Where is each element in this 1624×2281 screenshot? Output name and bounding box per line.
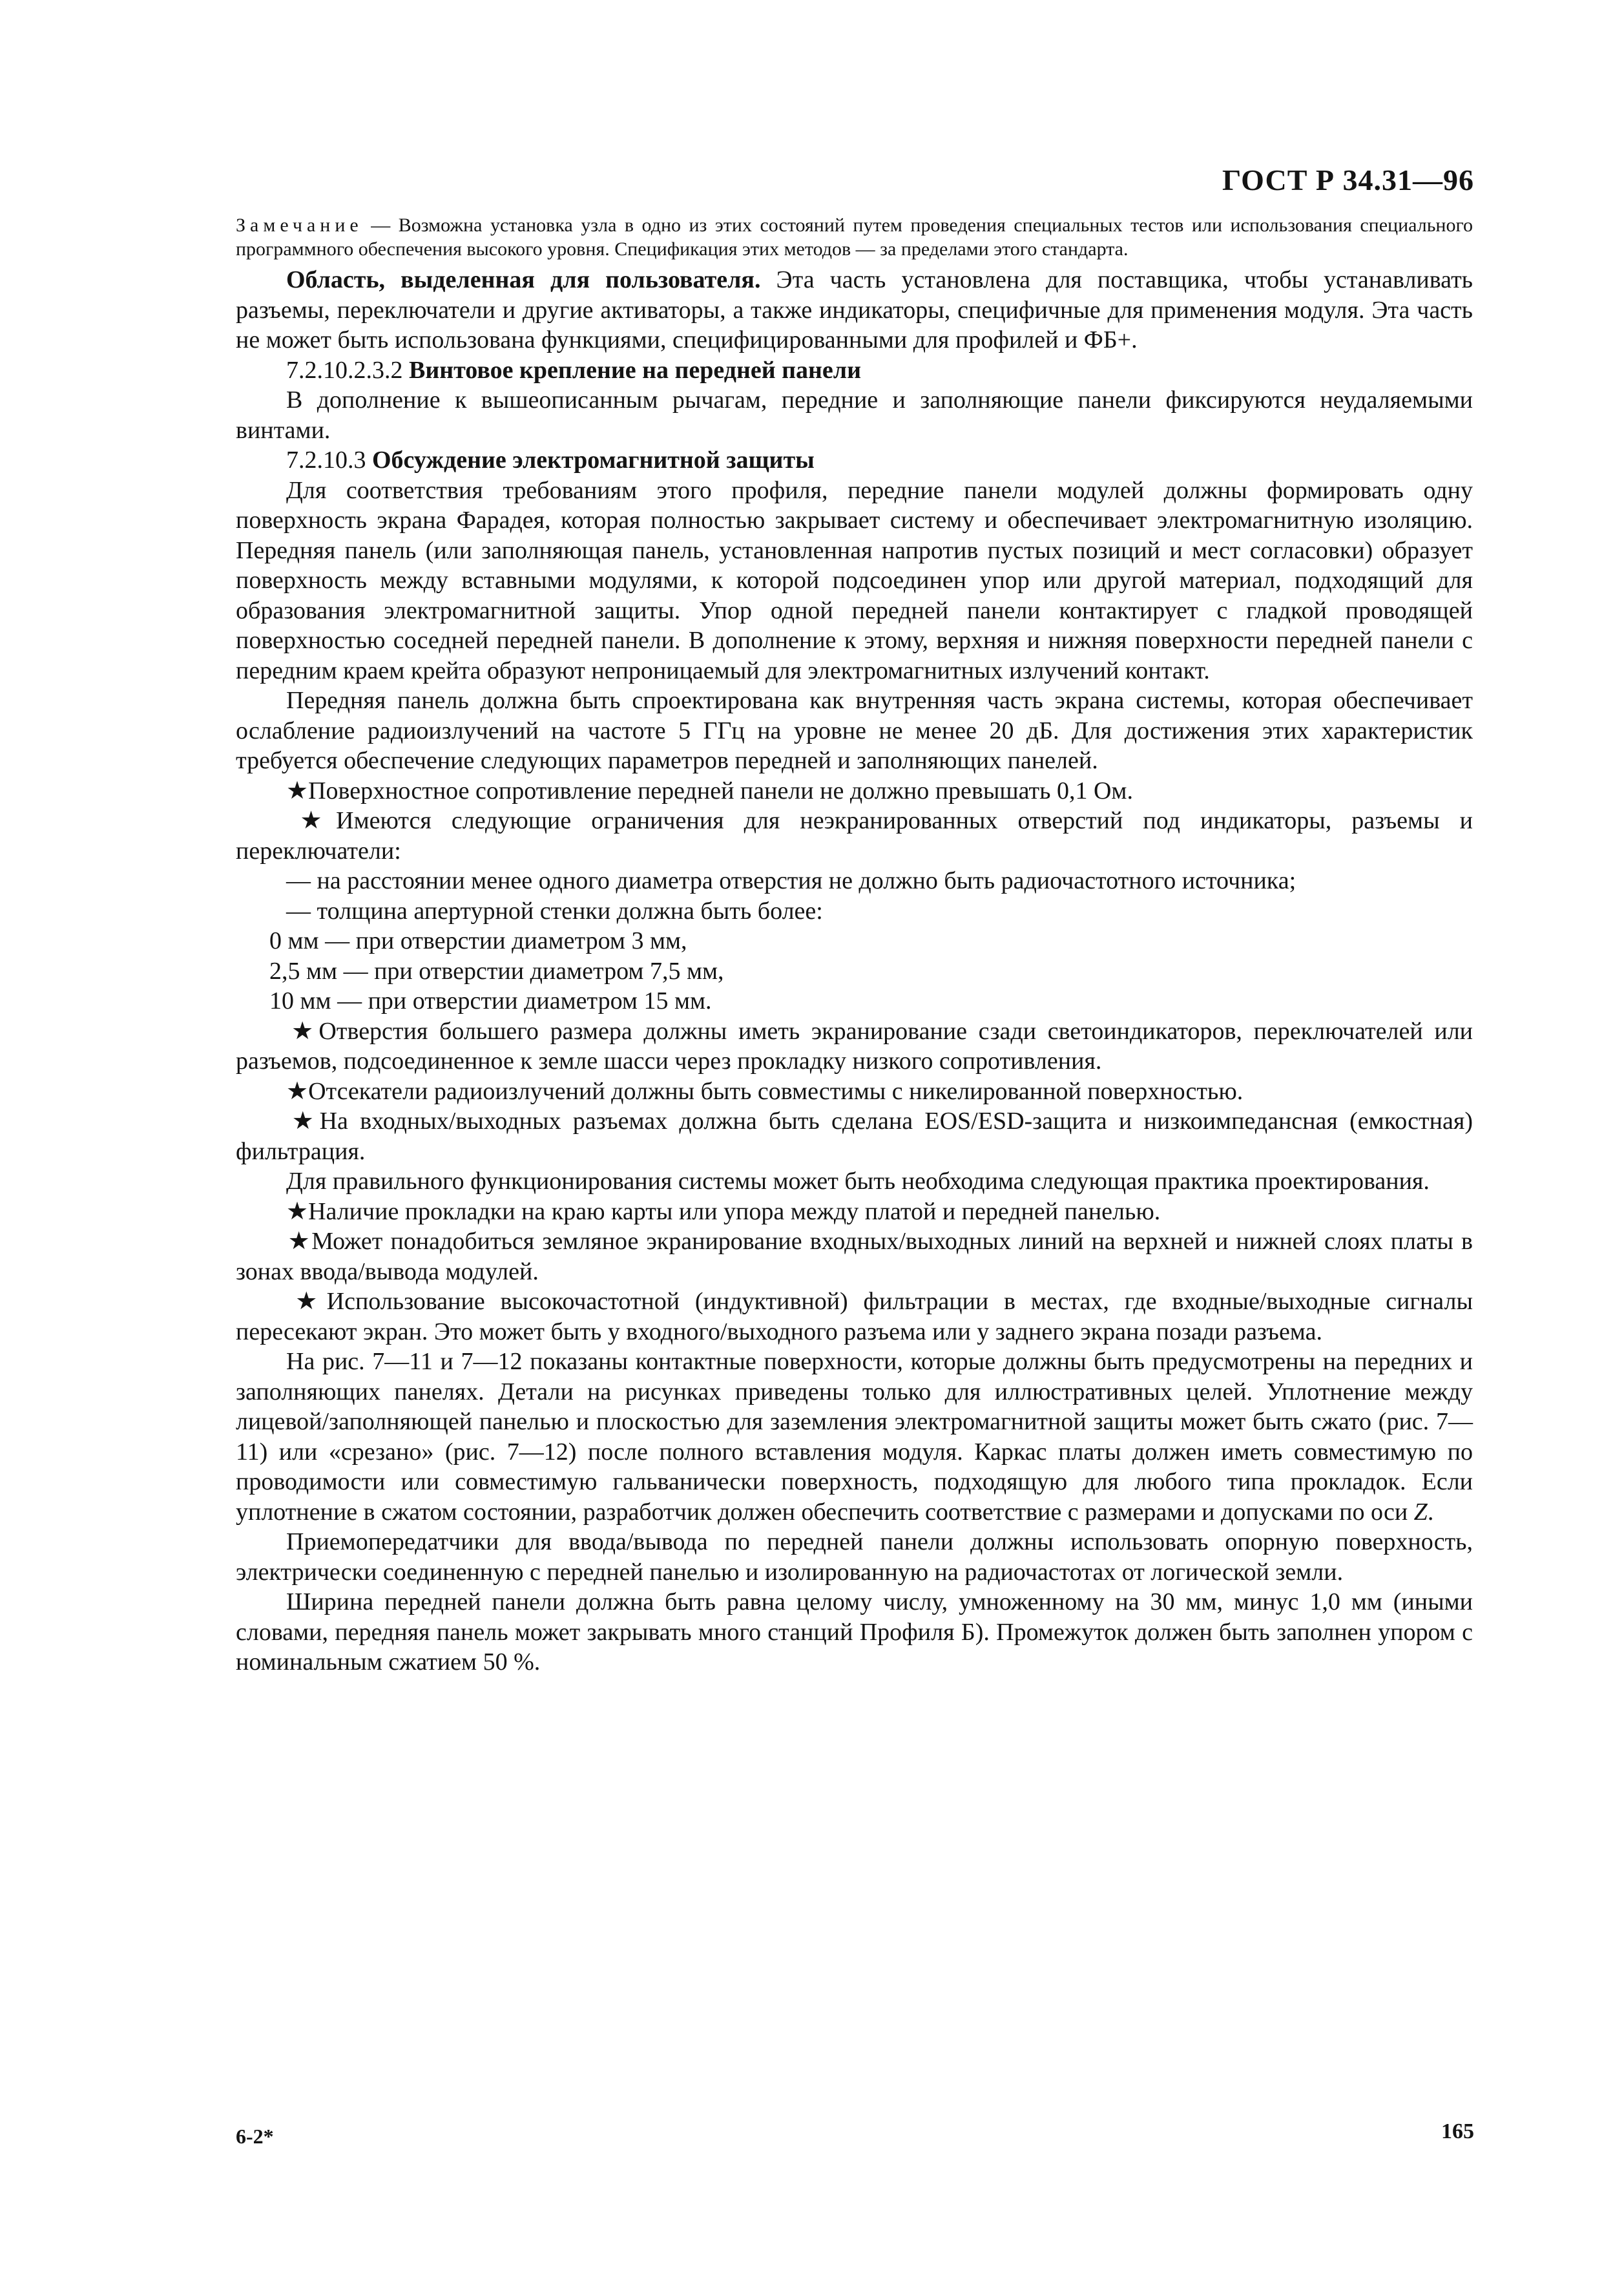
bullet-item: ★Отсекатели радиоизлучений должны быть совместимы с никелированной поверхностью. bbox=[286, 1077, 1244, 1105]
body-paragraph: Передняя панель должна быть спроектирована как внутренняя часть экрана системы, которая обеспечивает ослабление радиоизлучений на частоте 5 ГГц на уровне не менее 20 дБ. Для достижения этих характеристик требуется обеспечение следующих параметров передней и заполняющих панелей. bbox=[236, 687, 1473, 774]
bullet-item: ★На входных/выходных разъемах должна быть сделана EOS/ESD-защита и низкоимпедансная (емкостная) фильтрация. bbox=[236, 1108, 1473, 1165]
section-heading-7-2-10-2-3-2 bbox=[236, 355, 1473, 386]
sub-list-item: 10 мм — при отверстии диаметром 15 мм. bbox=[269, 987, 712, 1014]
axis-letter: Z bbox=[1413, 1498, 1428, 1526]
paragraph-text: На рис. 7—11 и 7—12 показаны контактные поверхности, которые должны быть предусмотрены на передних и заполняющих панелях. Детали на рисунках приведены только для иллюстративных целей. Уплотнение между лицевой/заполняющей панелью и плоскостью для заземления электромагнитной защиты может быть сжато (рис. 7—11) или «срезано» (рис. 7—12) после полного вставления модуля. Каркас платы должен иметь совместимую по проводимости или совместимую гальванически поверхность, подходящую для любого типа прокладок. Если уплотнение в сжатом состоянии, разработчик должен обеспечить соответствие с размерами и допусками по оси bbox=[236, 1348, 1473, 1526]
document-number-header: ГОСТ Р 34.31—96 bbox=[1222, 163, 1474, 196]
section-text-7-2-10-2-3-2: В дополнение к вышеописанным рычагам, передние и заполняющие панели фиксируются неудаляемыми винтами. bbox=[236, 386, 1473, 444]
figure-reference-paragraph bbox=[236, 1347, 1473, 1527]
note-text: — Возможна установка узла в одно из этих состояний путем проведения специальных тестов или использования специального программного обеспечения высокого уровня. Спецификация этих методов — за пределами этого стандарта. bbox=[236, 215, 1473, 260]
bullet-item: ★Может понадобиться земляное экранирование входных/выходных линий на верхней и нижней слоях платы в зонах ввода/вывода модулей. bbox=[236, 1228, 1473, 1285]
user-area-title: Область, выделенная для пользователя. bbox=[286, 266, 761, 293]
sub-list-item: 2,5 мм — при отверстии диаметром 7,5 мм, bbox=[269, 957, 724, 985]
bullet-item: ★Отверстия большего размера должны иметь экранирование сзади светоиндикаторов, переключателей или разъемов, подсоединенное к земле шасси через прокладку низкого сопротивления. bbox=[236, 1017, 1473, 1075]
user-area-paragraph bbox=[236, 265, 1473, 355]
bullet-item: ★Имеются следующие ограничения для неэкранированных отверстий под индикаторы, разъемы и переключатели: bbox=[236, 807, 1473, 865]
bullet-item: ★Использование высокочастотной (индуктивной) фильтрации в местах, где входные/выходные сигналы пересекают экран. Это может быть у входного/выходного разъема или у заднего экрана позади разъема. bbox=[236, 1288, 1473, 1345]
sub-list-item: 0 мм — при отверстии диаметром 3 мм, bbox=[269, 927, 687, 954]
page-body bbox=[236, 213, 1473, 1677]
paragraph-end: . bbox=[1427, 1498, 1434, 1526]
body-paragraph: Для правильного функционирования системы может быть необходима следующая практика проектирования. bbox=[286, 1168, 1430, 1195]
body-paragraph: Для соответствия требованиям этого профиля, передние панели модулей должны формировать одну поверхность экрана Фарадея, которая полностью закрывает систему и обеспечивает электромагнитную изоляцию. Передняя панель (или заполняющая панель, установленная напротив пустых позиций и мест согласовки) образует поверхность между вставными модулями, к которой подсоединен упор или другой материал, подходящий для образования электромагнитной защиты. Упор одной передней панели контактирует с гладкой проводящей поверхностью соседней передней панели. В дополнение к этому, верхняя и нижняя поверхности передней панели с передним краем крейта образуют непроницаемый для электромагнитных излучений контакт. bbox=[236, 476, 1473, 684]
dash-item: — толщина апертурной стенки должна быть более: bbox=[286, 897, 823, 925]
user-area-text: Эта часть установлена для поставщика, чтобы устанавливать разъемы, переключатели и другие активаторы, а также индикаторы, специфичные для применения модуля. Эта часть не может быть использована функциями, специфицированными для профилей и ФБ+. bbox=[236, 266, 1473, 353]
section-number: 7.2.10.3 bbox=[286, 447, 372, 474]
sheet-signature: 6-2* bbox=[236, 2125, 274, 2148]
dash-item: — на расстоянии менее одного диаметра отверстия не должно быть радиочастотного источника; bbox=[286, 867, 1296, 894]
body-paragraph: Ширина передней панели должна быть равна целому числу, умноженному на 30 мм, минус 1,0 мм (иными словами, передняя панель может закрывать много станций Профиля Б). Промежуток должен быть заполнен упором с номинальным сжатием 50 %. bbox=[236, 1588, 1473, 1676]
bullet-item: ★Поверхностное сопротивление передней панели не должно превышать 0,1 Ом. bbox=[286, 777, 1133, 804]
section-title: Обсуждение электромагнитной защиты bbox=[372, 447, 815, 474]
section-heading-7-2-10-3 bbox=[236, 445, 1473, 476]
bullet-item: ★Наличие прокладки на краю карты или упора между платой и передней панелью. bbox=[286, 1197, 1161, 1225]
section-number: 7.2.10.2.3.2 bbox=[286, 356, 409, 384]
section-title: Винтовое крепление на передней панели bbox=[409, 356, 862, 384]
body-paragraph: Приемопередатчики для ввода/вывода по передней панели должны использовать опорную поверхность, электрически соединенную с передней панелью и изолированную на радиочастотах от логической земли. bbox=[236, 1528, 1473, 1586]
page-number: 165 bbox=[1441, 2119, 1474, 2143]
note-label: Замечание bbox=[236, 215, 363, 236]
note-paragraph bbox=[236, 213, 1473, 261]
